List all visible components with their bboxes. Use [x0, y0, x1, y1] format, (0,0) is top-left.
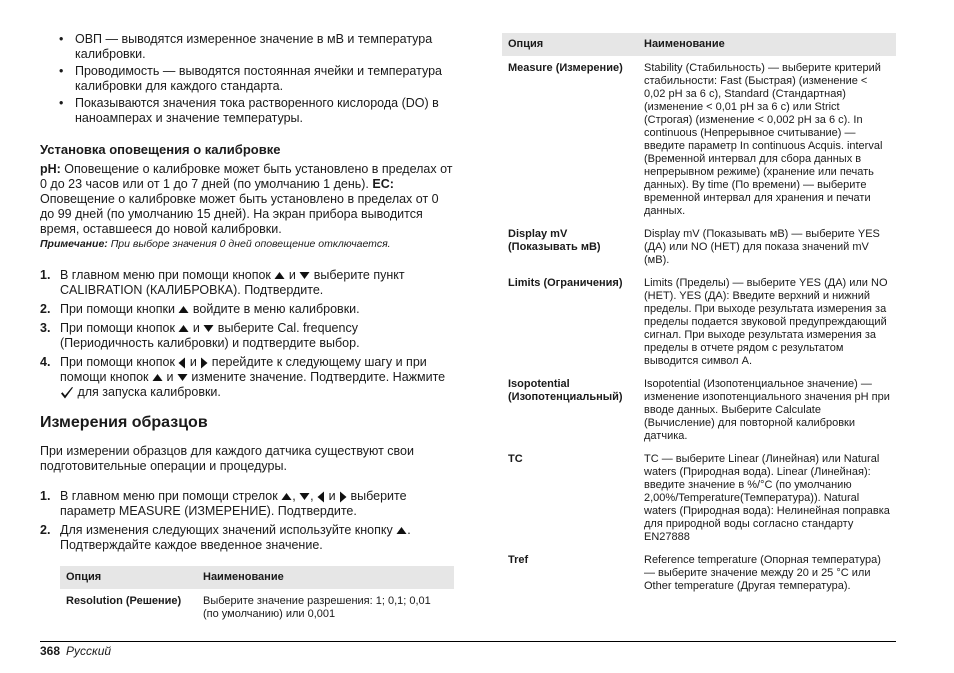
description-cell: Isopotential (Изопотенциальное значение) — изменение изопотенциального значения pH при вводе данных. Выберите Calculate (Вычисление) для повторной калибровки датчика. — [644, 378, 890, 442]
step-number: 2. — [40, 302, 51, 316]
description-cell: Display mV (Показывать мВ) — выберите YES (ДА) или NO (НЕТ) для показа значений mV (мВ). — [644, 228, 880, 266]
ec-text: Оповещение о калибровке может быть установлено в пределах от 0 до 99 дней (по умолчанию 15 дней). На экран прибора выводится время, оставшееся до новой калибровки. — [40, 192, 439, 236]
section-intro: При измерении образцов для каждого датчика существуют свои подготовительные операции и процедуры. — [40, 444, 414, 473]
option-cell: Resolution (Решение) — [66, 595, 182, 607]
checkmark-icon — [60, 386, 74, 400]
note — [40, 238, 455, 251]
arrow-down-icon — [177, 373, 188, 382]
option-cell: Display mV (Показывать мВ) — [508, 228, 601, 253]
step-number: 1. — [40, 268, 51, 282]
table-header-row — [60, 566, 454, 589]
column-header: Наименование — [638, 33, 896, 56]
measure-steps — [40, 489, 455, 553]
table-row — [60, 589, 454, 625]
column-header: Опция — [60, 566, 197, 589]
column-header: Наименование — [197, 566, 454, 589]
step-text: перейдите к следующему шагу и при помощи кнопок — [60, 355, 427, 384]
arrow-down-icon — [299, 271, 310, 280]
list-item — [40, 489, 455, 519]
description-cell: Limits (Пределы) — выберите YES (ДА) или NO (НЕТ). YES (ДА): Введите верхний и нижний пределы. При выходе результата измерения за пределы подается звуковой предупреждающий сигнал. При выходе результата измерения за пределы в отчете рядом с результатом выводится символ A. — [644, 277, 888, 367]
arrow-up-icon — [281, 492, 292, 501]
list-item — [40, 268, 455, 298]
arrow-up-icon — [152, 373, 163, 382]
calib-reminder-heading: Установка оповещения о калибровке — [40, 142, 281, 157]
footer-divider — [40, 641, 896, 642]
list-item: • ОВП — выводятся измеренное значение в мВ и температура калибровки. — [40, 32, 455, 62]
step-text: При помощи кнопок — [60, 355, 179, 369]
table-row — [502, 271, 896, 372]
table-row — [502, 222, 896, 271]
arrow-down-icon — [203, 324, 214, 333]
arrow-up-icon — [178, 324, 189, 333]
ec-label: EC: — [372, 177, 394, 191]
table-row — [502, 56, 896, 222]
table-row — [502, 372, 896, 447]
footer-language: Русский — [66, 644, 112, 658]
step-text: и — [189, 321, 204, 335]
step-number: 3. — [40, 321, 51, 335]
step-text: , — [292, 489, 300, 503]
list-item — [40, 355, 455, 400]
section-heading: Измерения образцов — [40, 414, 208, 431]
list-item — [40, 302, 455, 317]
option-cell: TC — [508, 453, 523, 465]
calibration-steps — [40, 268, 455, 400]
step-text: и — [285, 268, 300, 282]
step-text: и — [163, 370, 177, 384]
ph-label: pH: — [40, 162, 61, 176]
step-text: выберите Cal. frequency (Периодичность калибровки) и подтвердите выбор. — [60, 321, 360, 350]
arrow-left-icon — [317, 491, 325, 503]
step-text: , — [310, 489, 318, 503]
option-cell: Isopotential (Изопотенциальный) — [508, 378, 623, 403]
options-table-right — [502, 33, 896, 597]
right-column — [502, 33, 896, 597]
arrow-up-icon — [396, 526, 407, 535]
note-text: При выборе значения 0 дней оповещение отключается. — [107, 238, 391, 250]
step-text: и — [186, 355, 201, 369]
list-item: • Показываются значения тока растворенного кислорода (DO) в наноамперах и значение температуры. — [40, 96, 455, 126]
options-table-left — [60, 566, 454, 625]
note-label: Примечание: — [40, 238, 108, 250]
list-item: • Проводимость — выводятся постоянная ячейки и температура калибровки для каждого стандарта. — [40, 64, 455, 94]
option-cell: Tref — [508, 554, 529, 566]
left-column — [40, 32, 455, 625]
option-cell: Measure (Измерение) — [508, 62, 623, 74]
calib-reminder-text — [40, 162, 455, 237]
step-number: 4. — [40, 355, 51, 369]
step-text: выберите пункт CALIBRATION (КАЛИБРОВКА). Подтвердите. — [60, 268, 405, 297]
table-row — [502, 447, 896, 548]
table-header-row — [502, 33, 896, 56]
step-text: войдите в меню калибровки. — [189, 302, 360, 316]
page-number: 368 — [40, 644, 61, 658]
step-text: измените значение. Подтвердите. Нажмите — [187, 370, 446, 384]
description-cell: Выберите значение разрешения: 1; 0,1; 0,01 (по умолчанию) или 0,001 — [203, 595, 431, 620]
page-footer — [40, 644, 111, 659]
step-text: и — [325, 489, 340, 503]
step-text: При помощи кнопки — [60, 302, 179, 316]
step-text: выберите параметр MEASURE (ИЗМЕРЕНИЕ). Подтвердите. — [60, 489, 407, 518]
arrow-up-icon — [178, 305, 189, 314]
ph-text: Оповещение о калибровке может быть установлено в пределах от 0 до 23 часов или от 1 до 7 дней (по умолчанию 1 день). — [40, 162, 453, 191]
list-item — [40, 321, 455, 351]
column-header: Опция — [502, 33, 638, 56]
arrow-down-icon — [299, 492, 310, 501]
step-number: 1. — [40, 489, 51, 503]
arrow-up-icon — [274, 271, 285, 280]
list-item — [40, 523, 455, 553]
step-text: В главном меню при помощи стрелок — [60, 489, 282, 503]
sensor-bullet-list — [40, 32, 455, 126]
description-cell: Stability (Стабильность) — выберите критерий стабильности: Fast (Быстрая) (изменение < 0,02 pH за 6 с), Standard (Стандартная) (изменение < 0,01 pH за 6 с) или Strict (Строгая) (изменение < 0,002 pH за 6 с). In continuous (Непрерывное считывание) — введите параметр In continuous Acquis. interval (Временной интервал для сбора данных в непрерывном режиме) (хранение или печать данных). By time (По времени) — выберите временной интервал для хранения и печати данных. — [644, 62, 883, 217]
option-cell: Limits (Ограничения) — [508, 277, 623, 289]
table-row — [502, 548, 896, 597]
step-text: Для изменения следующих значений используйте кнопку — [60, 523, 397, 537]
step-number: 2. — [40, 523, 51, 537]
step-text: При помощи кнопок — [60, 321, 179, 335]
step-text: . Подтверждайте каждое введенное значение. — [60, 523, 411, 552]
step-text: В главном меню при помощи кнопок — [60, 268, 275, 282]
description-cell: Reference temperature (Опорная температура) — выберите значение между 20 и 25 °C или Other temperature (Другая температура). — [644, 554, 881, 592]
arrow-right-icon — [339, 491, 347, 503]
description-cell: TC — выберите Linear (Линейная) или Natural waters (Природная вода). Linear (Линейная): введите значение в %/°C (по умолчанию 2,00%/Temperature(Температура)). Natural waters (Природная вода): Нелинейная поправка для природной воды согласно стандарту EN27888 — [644, 453, 890, 543]
step-text: для запуска калибровки. — [74, 385, 221, 399]
